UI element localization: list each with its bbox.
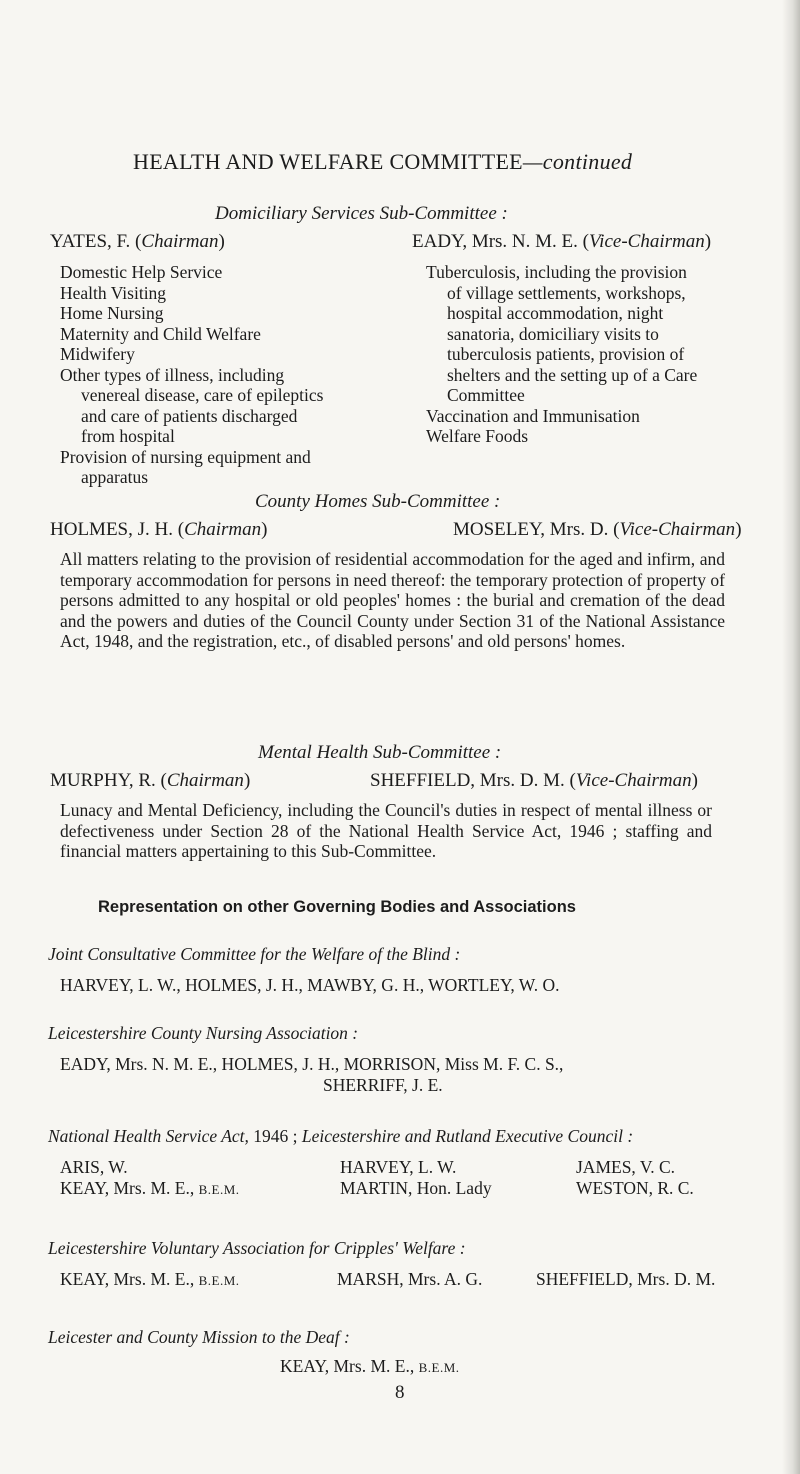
- cripples-association-heading: Leicestershire Voluntary Association for Cripples' Welfare :: [48, 1238, 466, 1258]
- page-title: [133, 149, 632, 175]
- county-homes-chairman: HOLMES, J. H. (Chairman): [50, 519, 268, 540]
- mental-health-heading: Mental Health Sub-Committee :: [258, 742, 502, 763]
- list-item: Health Visiting: [60, 282, 167, 303]
- deaf-mission-heading: Leicester and County Mission to the Deaf :: [48, 1327, 350, 1347]
- domiciliary-left-column: [60, 262, 323, 488]
- list-item: Domestic Help Service: [60, 262, 223, 282]
- cripples-member: MARSH, Mrs. A. G.: [337, 1269, 483, 1289]
- nhs-member: HARVEY, L. W.: [340, 1157, 457, 1177]
- nhs-member: KEAY, Mrs. M. E., B.E.M.: [60, 1178, 240, 1198]
- scan-edge-shadow: [782, 0, 800, 1474]
- nhs-member: WESTON, R. C.: [576, 1178, 694, 1198]
- blind-committee-members: HARVEY, L. W., HOLMES, J. H., MAWBY, G. H., WORTLEY, W. O.: [60, 975, 560, 995]
- list-item: and care of patients discharged: [81, 405, 298, 426]
- list-item: Maternity and Child Welfare: [60, 323, 261, 344]
- cripples-member: KEAY, Mrs. M. E., B.E.M.: [60, 1269, 240, 1289]
- list-item: from hospital: [81, 426, 175, 446]
- list-item: apparatus: [81, 467, 149, 487]
- domiciliary-right-column: [426, 262, 697, 447]
- nursing-association-members-1: EADY, Mrs. N. M. E., HOLMES, J. H., MORRISON, Miss M. F. C. S.,: [60, 1054, 564, 1074]
- deaf-mission-member: KEAY, Mrs. M. E., B.E.M.: [280, 1356, 460, 1376]
- list-item: hospital accommodation, night: [447, 303, 664, 323]
- nursing-association-heading: Leicestershire County Nursing Association :: [48, 1023, 359, 1043]
- county-homes-body: All matters relating to the provision of residential accommodation for the aged and infirm, and temporary accommodation for persons in need thereof: the temporary protection of property of persons admitted to any hospital or old peoples' homes : the burial and cremation of the dead and the powers and duties of the Council County under Section 31 of the National Assistance Act, 1948, and the registration, etc., of disabled persons' and old persons' homes.: [60, 549, 725, 651]
- mental-health-vice-chairman: SHEFFIELD, Mrs. D. M. (Vice-Chairman): [370, 770, 698, 791]
- cripples-member: SHEFFIELD, Mrs. D. M.: [536, 1269, 716, 1289]
- list-item: Vaccination and Immunisation: [426, 405, 640, 426]
- list-item: of village settlements, workshops,: [447, 282, 686, 303]
- blind-committee-heading: Joint Consultative Committee for the Welfare of the Blind :: [48, 944, 461, 964]
- mental-health-chairman: MURPHY, R. (Chairman): [50, 770, 251, 791]
- nhs-executive-heading: National Health Service Act, 1946 ; Leicestershire and Rutland Executive Council :: [48, 1126, 634, 1146]
- list-item: tuberculosis patients, provision of: [447, 344, 685, 364]
- list-item: Tuberculosis, including the provision: [426, 262, 687, 282]
- domiciliary-chairman: YATES, F. (Chairman): [50, 231, 225, 252]
- mental-health-body: Lunacy and Mental Deficiency, including the Council's duties in respect of mental illness or defectiveness under Section 28 of the National Health Service Act, 1946 ; staffing and financial matters appertaining to this Sub-Committee.: [60, 800, 712, 861]
- county-homes-heading: County Homes Sub-Committee :: [255, 491, 501, 512]
- list-item: shelters and the setting up of a Care: [447, 364, 698, 385]
- page-title-suffix: —continued: [522, 149, 633, 174]
- domiciliary-vice-chairman: EADY, Mrs. N. M. E. (Vice-Chairman): [412, 231, 712, 252]
- list-item: Other types of illness, including: [60, 364, 285, 385]
- list-item: Provision of nursing equipment and: [60, 446, 311, 467]
- nhs-member: JAMES, V. C.: [576, 1157, 676, 1177]
- list-item: sanatoria, domiciliary visits to: [447, 323, 659, 344]
- county-homes-vice-chairman: MOSELEY, Mrs. D. (Vice-Chairman): [453, 519, 742, 540]
- domiciliary-heading: Domiciliary Services Sub-Committee :: [215, 203, 508, 224]
- representation-heading: Representation on other Governing Bodies and Associations: [98, 898, 576, 916]
- list-item: Welfare Foods: [426, 426, 529, 446]
- list-item: Committee: [447, 385, 525, 405]
- list-item: venereal disease, care of epileptics: [81, 385, 324, 405]
- list-item: Midwifery: [60, 344, 135, 364]
- nhs-member: MARTIN, Hon. Lady: [340, 1178, 492, 1198]
- nursing-association-members-2: SHERRIFF, J. E.: [323, 1075, 443, 1095]
- page-number: 8: [395, 1382, 405, 1403]
- nhs-member: ARIS, W.: [60, 1157, 128, 1177]
- page-title-main: HEALTH AND WELFARE COMMITTEE: [133, 149, 523, 174]
- list-item: Home Nursing: [60, 303, 164, 323]
